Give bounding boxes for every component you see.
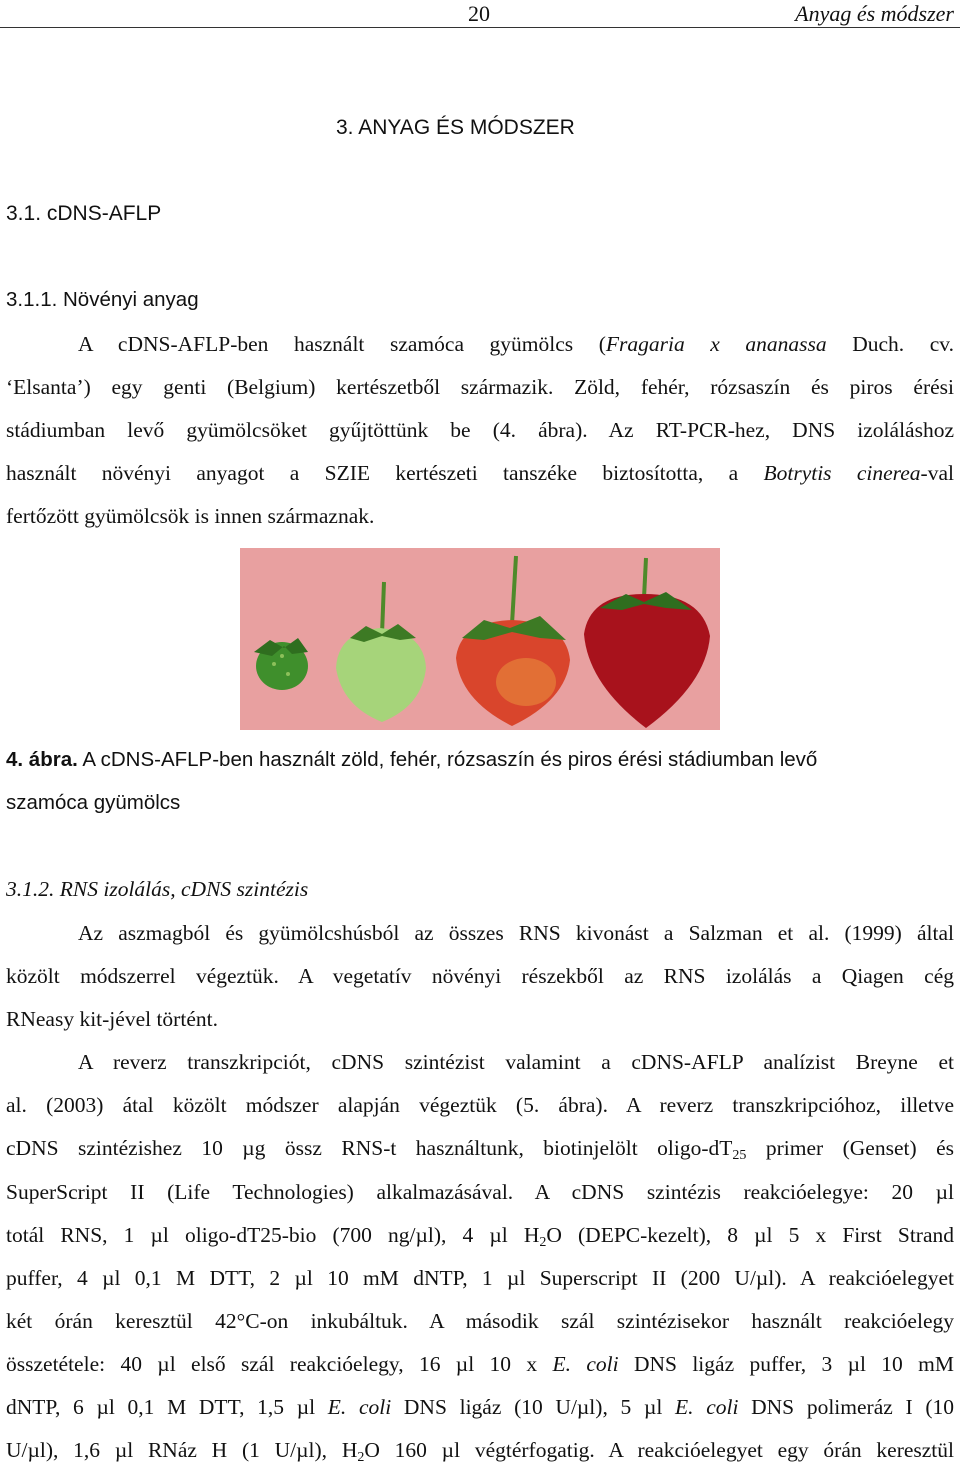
paragraph-line: RNeasy kit-jével történt. bbox=[6, 1007, 218, 1031]
paragraph-line: A cDNS-AFLP-ben használt szamóca gyümölcs (Fragaria x ananassa Duch. cv. bbox=[78, 332, 954, 356]
paragraph-line: al. (2003) átal közölt módszer alapján végeztük (5. ábra). A reverz transzkripcióhoz, illetve bbox=[6, 1093, 954, 1117]
paragraph-line: U/µl), 1,6 µl RNáz H (1 U/µl), $H_2O$ 160 µl végtérfogatig. A reakcióelegyet egy órán keresztül bbox=[6, 1438, 955, 1465]
paragraph-line: A reverz transzkripciót, cDNS szintézist valamint a cDNS-AFLP analízist Breyne et bbox=[78, 1050, 954, 1074]
paragraph-line: összetétele: 40 µl első szál reakcióelegy, 16 µl 10 x E. coli DNS ligáz puffer, 3 µl 10 mM bbox=[6, 1352, 954, 1376]
paragraph-line: használt növényi anyagot a SZIE kertészeti tanszéke biztosította, a Botrytis cinerea-val bbox=[6, 461, 954, 485]
figure-label: 4. ábra. bbox=[6, 748, 78, 771]
figure-caption-line-2: szamóca gyümölcs bbox=[6, 791, 181, 814]
paragraph-line: SuperScript II (Life Technologies) alkalmazásával. A cDNS szintézis reakcióelegye: 20 µl bbox=[6, 1180, 954, 1204]
paragraph-line: cDNS szintézishez 10 µg össz RNS-t használtunk, biotinjelölt oligo-$dT_{25}$ primer (Genset) és bbox=[6, 1136, 954, 1163]
figure-caption: 4. ábra. A cDNS-AFLP-ben használt zöld, fehér, rózsaszín és piros érési stádiumban levő bbox=[6, 748, 818, 771]
paragraph-line: Az aszmagból és gyümölcshúsból az összes RNS kivonást a Salzman et al. (1999) által bbox=[78, 921, 954, 945]
paragraph-line: közölt módszerrel végeztük. A vegetatív növényi részekből az RNS izolálás a Qiagen cég bbox=[6, 964, 954, 988]
running-title: Anyag és módszer bbox=[795, 1, 954, 26]
strawberry-photo bbox=[240, 548, 720, 730]
paragraph-line: ‘Elsanta’) egy genti (Belgium) kertészetből származik. Zöld, fehér, rózsaszín és piros érési bbox=[6, 375, 954, 399]
paragraph-line: totál RNS, 1 µl oligo-dT25-bio (700 ng/µl), 4 µl $H_2O$ (DEPC-kezelt), 8 µl 5 x First Strand bbox=[6, 1223, 955, 1250]
paragraph-line: fertőzött gyümölcsök is innen származnak. bbox=[6, 504, 375, 528]
paragraph-line: két órán keresztül 42°C-on inkubáltuk. A második szál szintézisekor használt reakcióelegy bbox=[6, 1309, 954, 1333]
subsection-title-2: 3.1.2. RNS izolálás, cDNS szintézis bbox=[6, 877, 309, 901]
chapter-title: 3. ANYAG ÉS MÓDSZER bbox=[336, 116, 575, 139]
paragraph-line: stádiumban levő gyümölcsöket gyűjtöttünk be (4. ábra). Az RT-PCR-hez, DNS izoláláshoz bbox=[6, 418, 954, 442]
section-title: 3.1. cDNS-AFLP bbox=[6, 202, 162, 225]
paragraph-line: dNTP, 6 µl 0,1 M DTT, 1,5 µl E. coli DNS ligáz (10 U/µl), 5 µl E. coli DNS polimeráz I (10 bbox=[6, 1395, 954, 1419]
subsection-title-1: 3.1.1. Növényi anyag bbox=[6, 288, 199, 311]
page-header bbox=[0, 0, 960, 28]
page-number: 20 bbox=[468, 1, 490, 26]
paragraph-line: puffer, 4 µl 0,1 M DTT, 2 µl 10 mM dNTP, 1 µl Superscript II (200 U/µl). A reakcióelegyet bbox=[6, 1266, 954, 1290]
